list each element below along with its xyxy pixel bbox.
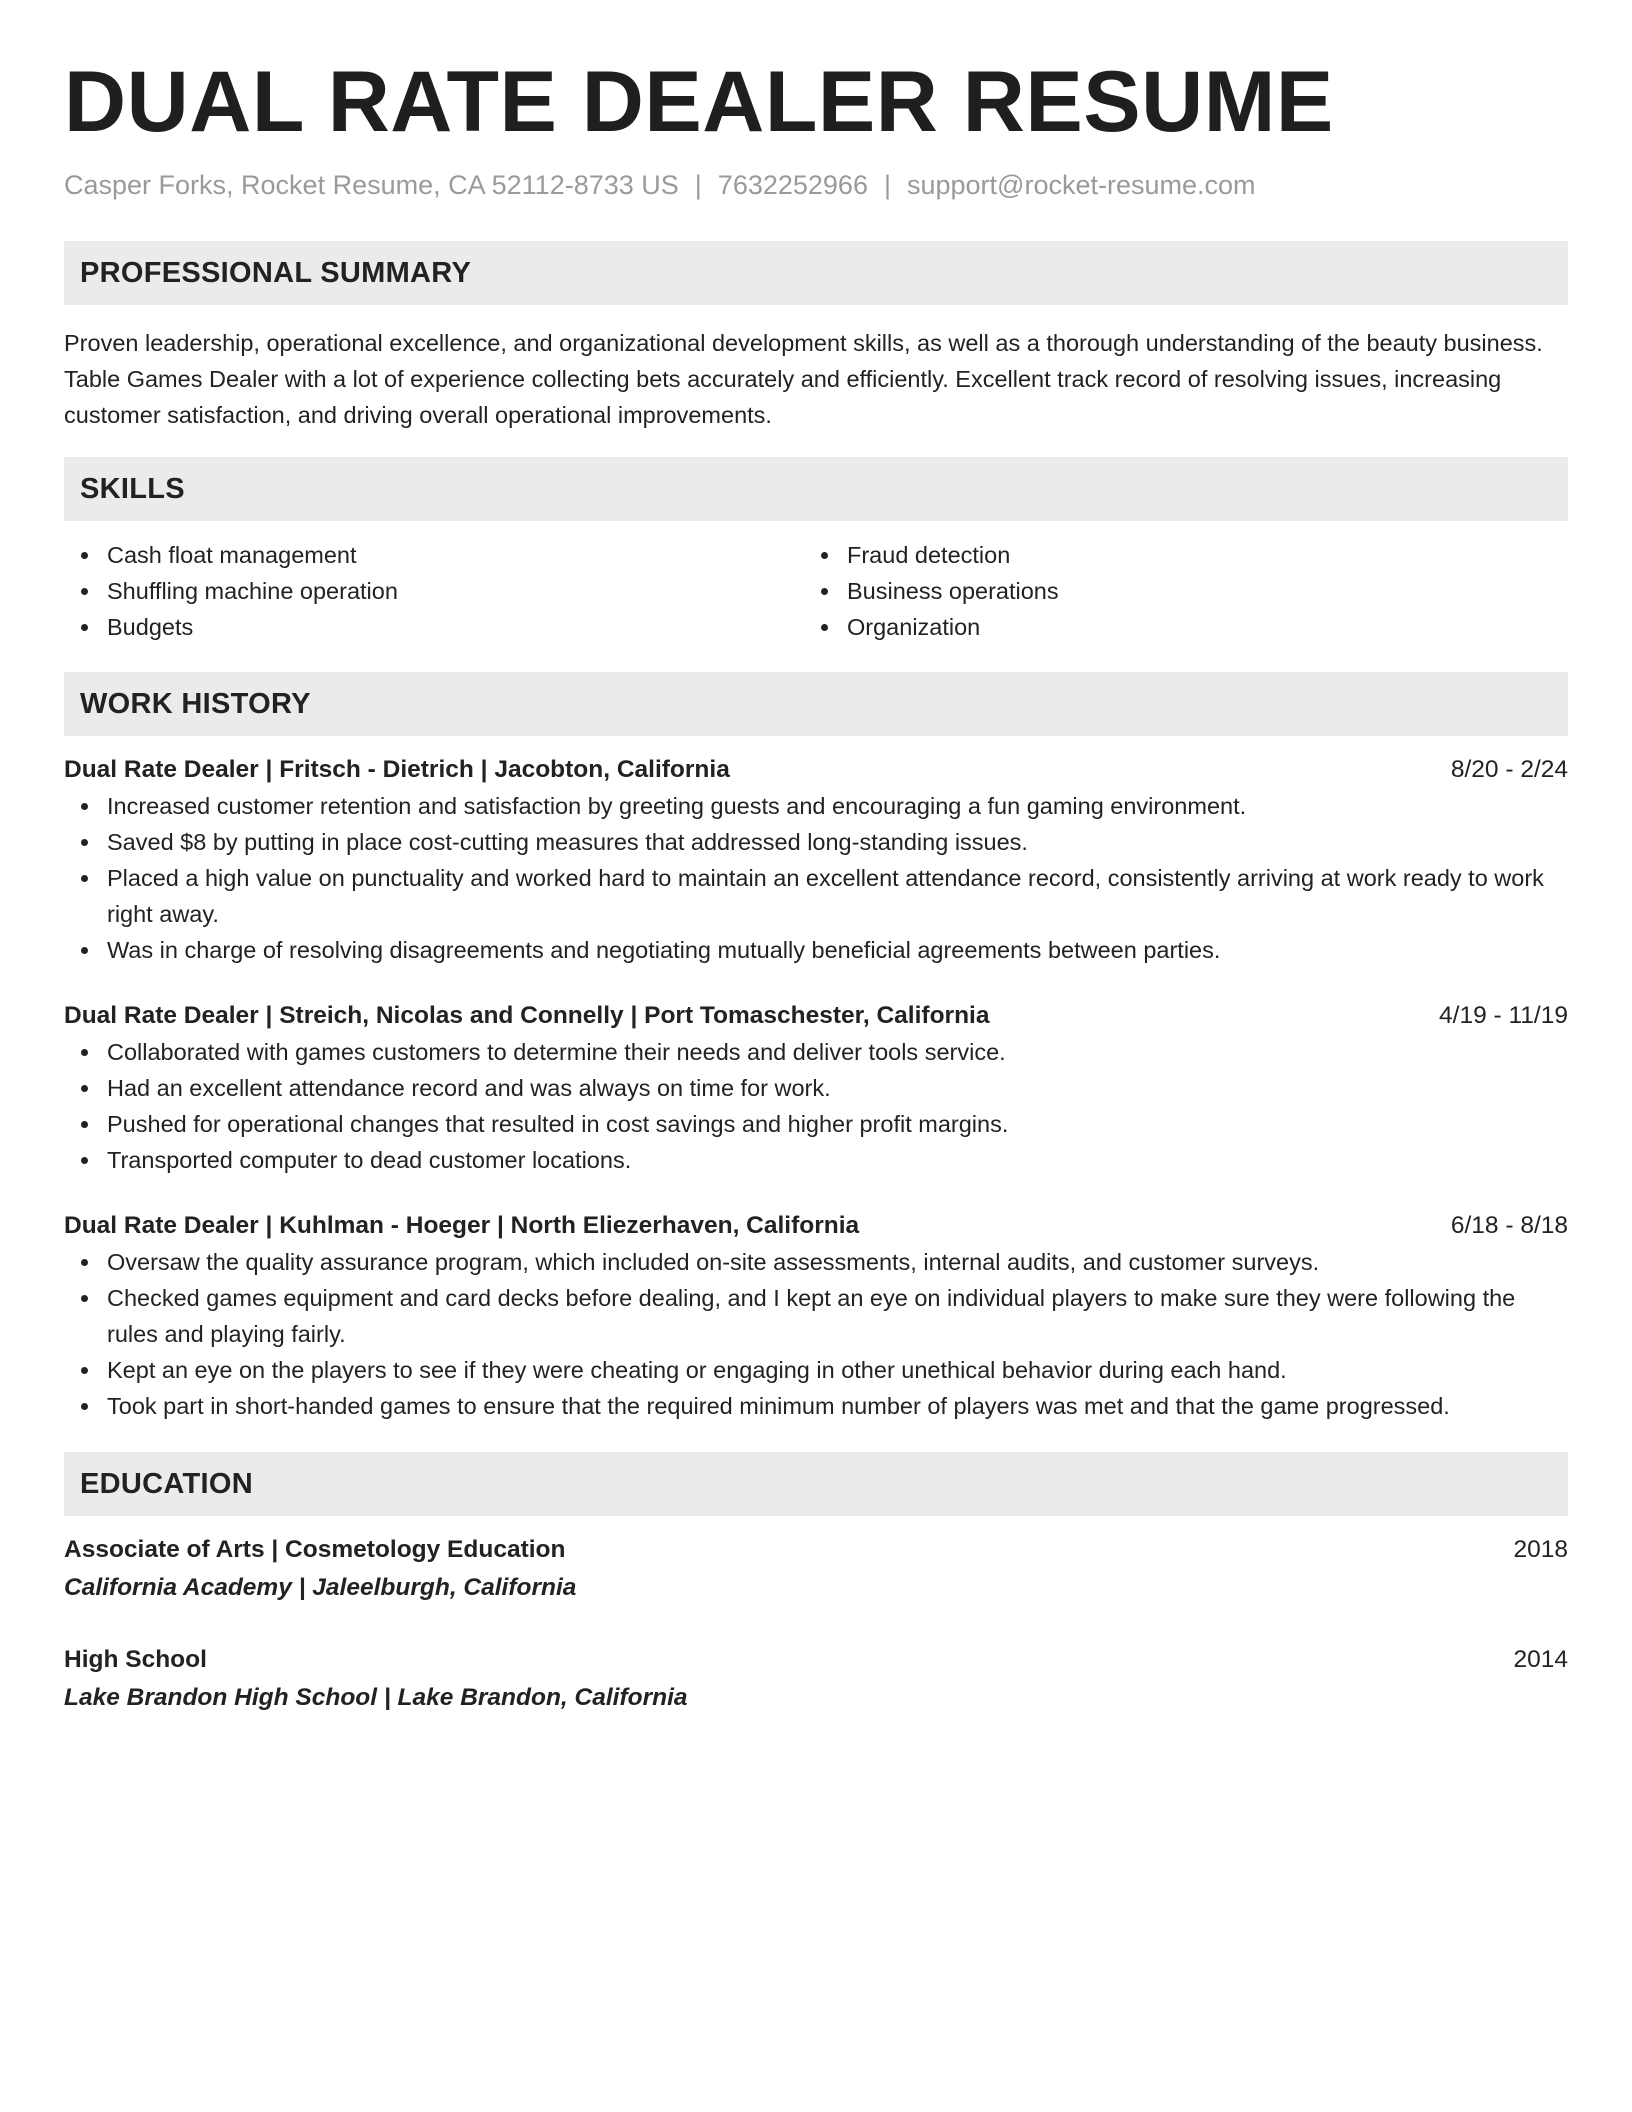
graduation-year: 2018 — [1513, 1536, 1568, 1563]
contact-address: Casper Forks, Rocket Resume, CA 52112-8733 US — [64, 170, 679, 200]
job-bullet: Was in charge of resolving disagreements and negotiating mutually beneficial agreements between parties. — [64, 932, 1568, 968]
job-bullet: Took part in short-handed games to ensure that the required minimum number of players was met and that the game progressed. — [64, 1388, 1568, 1424]
job-bullet: Increased customer retention and satisfaction by greeting guests and encouraging a fun gaming environment. — [64, 788, 1568, 824]
job-entry — [64, 752, 1568, 968]
work-history-heading: WORK HISTORY — [64, 672, 1568, 736]
skills-column-left — [64, 537, 804, 645]
job-bullet: Checked games equipment and card decks before dealing, and I kept an eye on individual players to make sure they were following the rules and playing fairly. — [64, 1280, 1568, 1352]
job-bullet: Collaborated with games customers to determine their needs and deliver tools service. — [64, 1034, 1568, 1070]
job-bullet: Pushed for operational changes that resulted in cost savings and higher profit margins. — [64, 1106, 1568, 1142]
job-bullet: Placed a high value on punctuality and worked hard to maintain an excellent attendance record, consistently arriving at work ready to work right away. — [64, 860, 1568, 932]
job-bullet: Oversaw the quality assurance program, which included on-site assessments, internal audits, and customer surveys. — [64, 1244, 1568, 1280]
job-entry — [64, 1208, 1568, 1424]
skills-list — [64, 537, 1568, 645]
resume-title: DUAL RATE DEALER RESUME — [64, 54, 1334, 150]
job-date: 4/19 - 11/19 — [1439, 1002, 1568, 1029]
contact-line — [64, 168, 1568, 202]
summary-heading: PROFESSIONAL SUMMARY — [64, 241, 1568, 305]
job-date: 6/18 - 8/18 — [1450, 1212, 1568, 1239]
contact-separator: | — [883, 170, 891, 200]
job-title: Dual Rate Dealer | Fritsch - Dietrich | Jacobton, California — [64, 756, 730, 783]
job-bullet: Transported computer to dead customer locations. — [64, 1142, 1568, 1178]
job-title: Dual Rate Dealer | Kuhlman - Hoeger | North Eliezerhaven, California — [64, 1212, 860, 1239]
job-date: 8/20 - 2/24 — [1450, 756, 1568, 783]
job-header — [64, 752, 1568, 788]
job-header — [64, 1208, 1568, 1244]
skill-item: Budgets — [64, 609, 804, 645]
graduation-year: 2014 — [1513, 1646, 1568, 1673]
job-title: Dual Rate Dealer | Streich, Nicolas and Connelly | Port Tomaschester, California — [64, 1002, 990, 1029]
education-header — [64, 1642, 1568, 1678]
skill-item: Cash float management — [64, 537, 804, 573]
job-bullets — [64, 1244, 1568, 1424]
skills-heading: SKILLS — [64, 457, 1568, 521]
skill-item: Fraud detection — [804, 537, 1544, 573]
education-header — [64, 1532, 1568, 1568]
job-bullet: Saved $8 by putting in place cost-cutting measures that addressed long-standing issues. — [64, 824, 1568, 860]
job-bullet: Kept an eye on the players to see if they were cheating or engaging in other unethical behavior during each hand. — [64, 1352, 1568, 1388]
school-name: California Academy | Jaleelburgh, California — [64, 1574, 577, 1601]
degree-title: Associate of Arts | Cosmetology Education — [64, 1536, 566, 1563]
skills-column-right — [804, 537, 1544, 645]
skill-item: Organization — [804, 609, 1544, 645]
contact-email: support@rocket-resume.com — [906, 170, 1256, 200]
skill-item: Shuffling machine operation — [64, 573, 804, 609]
job-header — [64, 998, 1568, 1034]
job-bullets — [64, 788, 1568, 968]
education-entry — [64, 1532, 1568, 1606]
skill-item: Business operations — [804, 573, 1544, 609]
job-entry — [64, 998, 1568, 1178]
summary-text: Proven leadership, operational excellence, and organizational development skills, as well as a thorough understanding of the beauty business. Table Games Dealer with a lot of experience collecting bets accurately and efficiently. Excellent track record of resolving issues, increasing customer satisfaction, and driving overall operational improvements. — [64, 330, 1543, 428]
job-bullet: Had an excellent attendance record and was always on time for work. — [64, 1070, 1568, 1106]
education-heading: EDUCATION — [64, 1452, 1568, 1516]
job-bullets — [64, 1034, 1568, 1178]
contact-phone: 7632252966 — [717, 170, 868, 200]
contact-separator: | — [694, 170, 702, 200]
school-name: Lake Brandon High School | Lake Brandon, California — [64, 1684, 688, 1711]
education-entry — [64, 1642, 1568, 1716]
degree-title: High School — [64, 1646, 207, 1673]
